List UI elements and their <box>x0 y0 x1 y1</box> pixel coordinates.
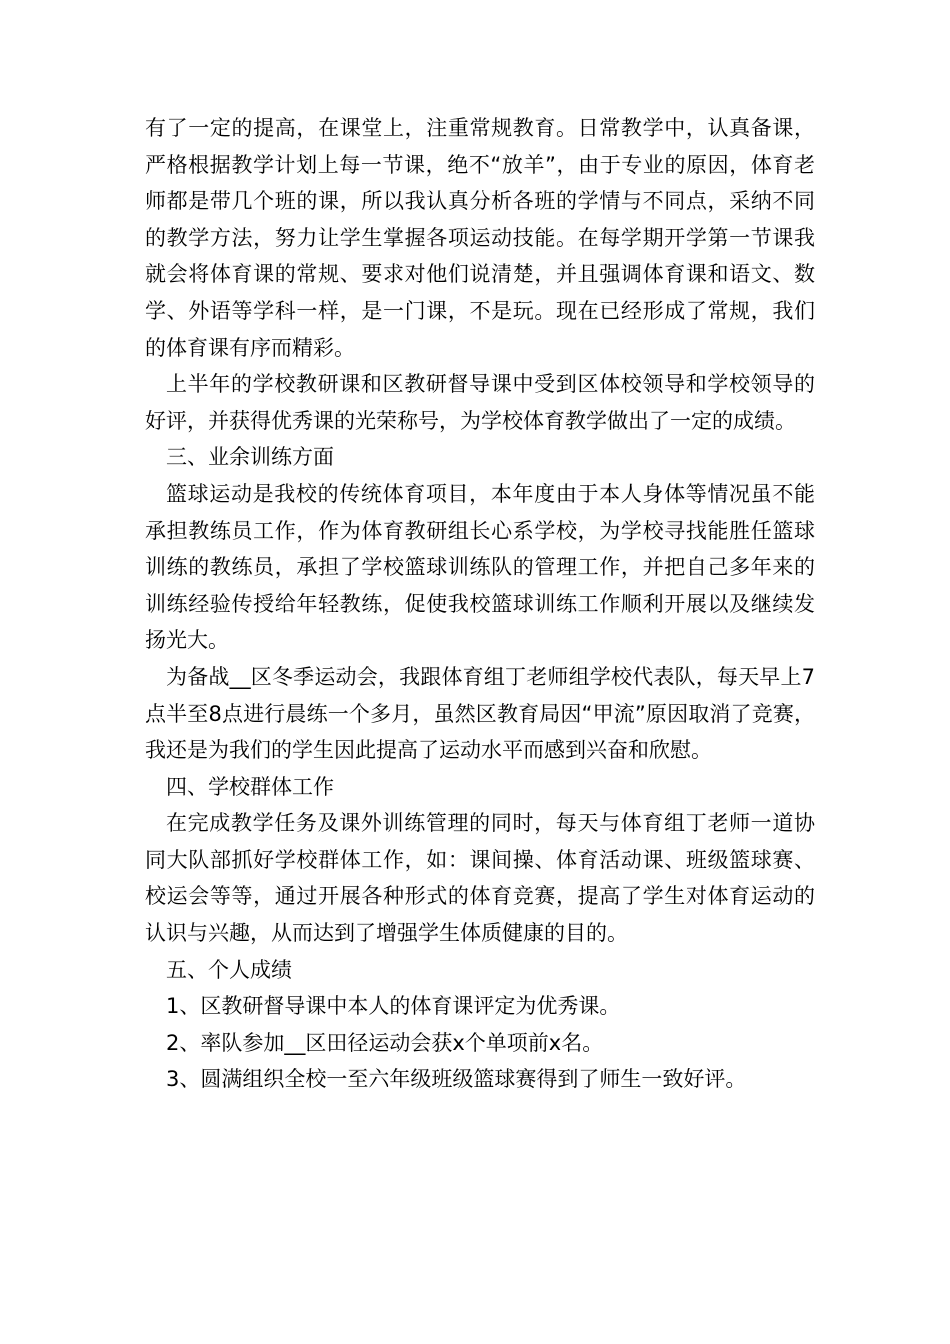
list-item: 1、区教研督导课中本人的体育课评定为优秀课。 <box>166 994 621 1019</box>
paragraph-winter-games: 为备战__区冬季运动会，我跟体育组丁老师组学校代表队，每天早上7点半至8点进行晨练一个多月，虽然区教育局因“甲流”原因取消了竞赛，我还是为我们的学生因此提高了运动水平而感到兴奋和欣慰。 <box>145 664 815 763</box>
section-heading-group-work: 四、学校群体工作 <box>166 774 334 799</box>
section-heading-amateur-training: 三、业余训练方面 <box>166 445 334 470</box>
document-body <box>145 110 815 1098</box>
paragraph-research-lessons: 上半年的学校教研课和区教研督导课中受到区体校领导和学校领导的好评，并获得优秀课的光荣称号，为学校体育教学做出了一定的成绩。 <box>145 372 815 433</box>
section-heading-personal-achievements: 五、个人成绩 <box>166 957 292 982</box>
paragraph-basketball-training: 篮球运动是我校的传统体育项目，本年度由于本人身体等情况虽不能承担教练员工作，作为体育教研组长心系学校，为学校寻找能胜任篮球训练的教练员，承担了学校篮球训练队的管理工作，并把自己多年来的训练经验传授给年轻教练，促使我校篮球训练工作顺利开展以及继续发扬光大。 <box>145 481 815 653</box>
list-item: 2、率队参加__区田径运动会获x个单项前x名。 <box>166 1030 604 1055</box>
paragraph-teaching-routine: 有了一定的提高，在课堂上，注重常规教育。日常教学中，认真备课，严格根据教学计划上每一节课，绝不“放羊”，由于专业的原因，体育老师都是带几个班的课，所以我认真分析各班的学情与不同点，采纳不同的教学方法，努力让学生掌握各项运动技能。在每学期开学第一节课我就会将体育课的常规、要求对他们说清楚，并且强调体育课和语文、数学、外语等学科一样，是一门课，不是玩。现在已经形成了常规，我们的体育课有序而精彩。 <box>145 116 815 360</box>
paragraph-group-activities: 在完成教学任务及课外训练管理的同时，每天与体育组丁老师一道协同大队部抓好学校群体工作，如：课间操、体育活动课、班级篮球赛、校运会等等，通过开展各种形式的体育竞赛，提高了学生对体育运动的认识与兴趣，从而达到了增强学生体质健康的目的。 <box>145 811 815 946</box>
list-item: 3、圆满组织全校一至六年级班级篮球赛得到了师生一致好评。 <box>166 1067 747 1092</box>
